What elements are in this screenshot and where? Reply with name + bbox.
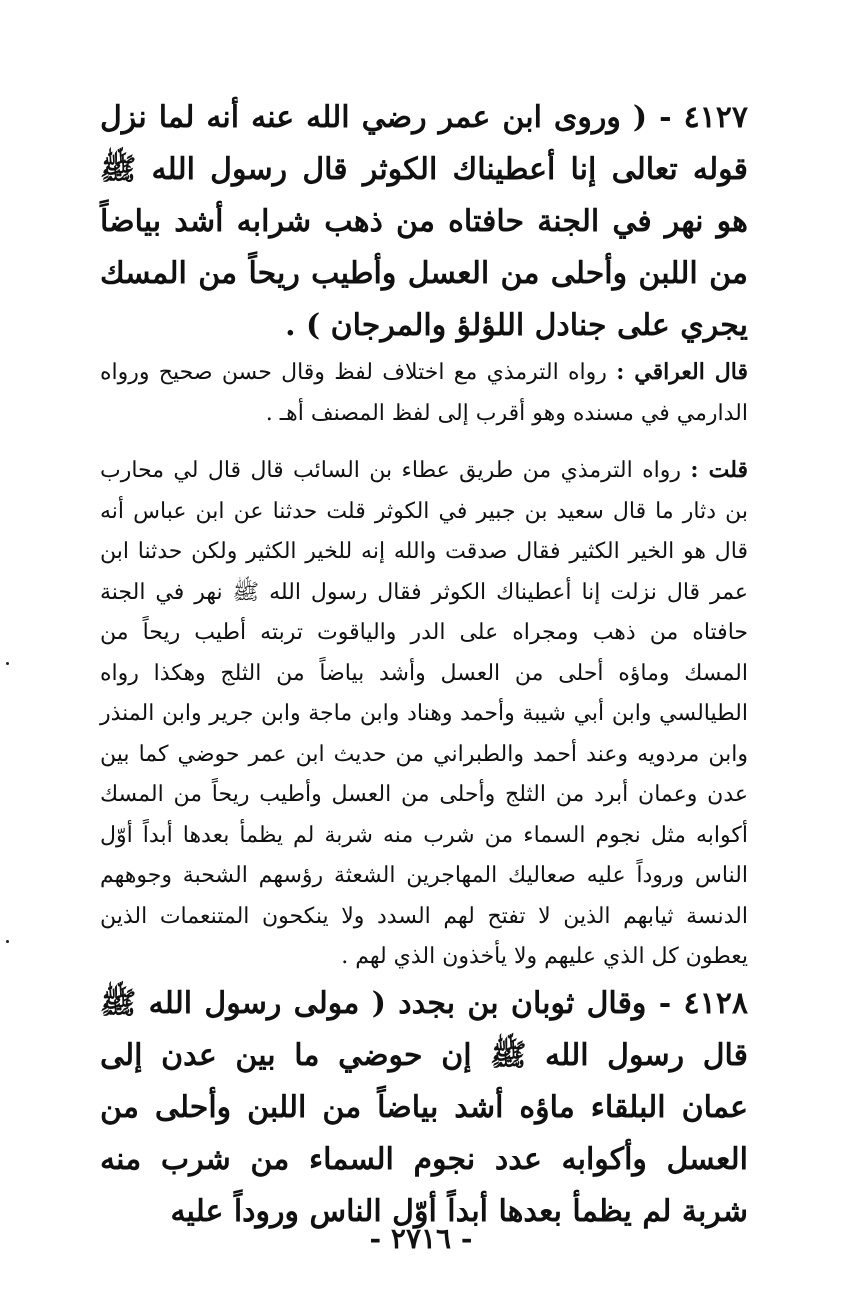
hadith-4127 bbox=[100, 92, 748, 352]
commentary-author bbox=[100, 450, 748, 978]
commentary-iraqi bbox=[100, 352, 748, 434]
commentary-text: رواه الترمذي من طريق عطاء بن السائب قال قال لي محارب بن دثار ما قال سعيد بن جبير في الكوثر قلت حدثنا عن ابن عباس أنه قال هو الخير الكثير فقال صدقت والله إنه للخير الكثير ولكن حدثنا ابن عمر قال نزلت إنا أعطيناك الكوثر فقال رسول الله ﷺ نهر في الجنة حافتاه من ذهب ومجراه على الدر والياقوت تربته أطيب ريحاً من المسك وماؤه أحلى من العسل وأشد بياضاً من الثلج وهكذا رواه الطيالسي وابن أبي شيبة وأحمد وهناد وابن ماجة وابن جرير وابن المنذر وابن مردويه وعند أحمد والطبراني من حديث ابن عمر حوضي كما بين عدن وعمان أبرد من الثلج وأحلى من العسل وأطيب ريحاً من المسك أكوابه مثل نجوم السماء من شرب منه شربة لم يظمأ بعدها أبداً أوّل الناس وروداً عليه صعاليك المهاجرين الشعثة رؤسهم الشحبة وجوههم الدنسة ثيابهم الذين لا تفتح لهم السدد ولا ينكحون المتنعمات الذين يعطون كل الذي عليهم ولا يأخذون الذي لهم . bbox=[100, 458, 748, 969]
commentary-lead: قلت : bbox=[690, 457, 749, 483]
commentary-lead: قال العراقي : bbox=[616, 359, 748, 385]
hadith-4128 bbox=[100, 978, 748, 1238]
hadith-text: - وقال ثوبان بن بجدد ( مولى رسول الله ﷺ قال رسول الله ﷺ إن حوضي ما بين عدن إلى عمان البلقاء ماؤه أشد بياضاً من اللبن وأحلى من العسل وأكوابه عدد نجوم السماء من شرب منه شربة لم يظمأ بعدها أبداً أوّل الناس وروداً عليه bbox=[100, 986, 748, 1229]
scan-speck bbox=[6, 940, 9, 943]
page-number: - ٢٧١٦ - bbox=[369, 1222, 473, 1255]
hadith-number: ٤١٢٧ bbox=[683, 100, 749, 135]
scan-speck bbox=[6, 662, 9, 665]
commentary-text: رواه الترمذي مع اختلاف لفظ وقال حسن صحيح ورواه الدارمي في مسنده وهو أقرب إلى لفظ المصنف أهـ . bbox=[100, 360, 748, 426]
hadith-number: ٤١٢٨ bbox=[683, 986, 748, 1021]
hadith-text: - ( وروى ابن عمر رضي الله عنه أنه لما نزل قوله تعالى إنا أعطيناك الكوثر قال رسول الله ﷺ هو نهر في الجنة حافتاه من ذهب شرابه أشد بياضاً من اللبن وأحلى من العسل وأطيب ريحاً من المسك يجري على جنادل اللؤلؤ والمرجان ) . bbox=[100, 100, 748, 343]
